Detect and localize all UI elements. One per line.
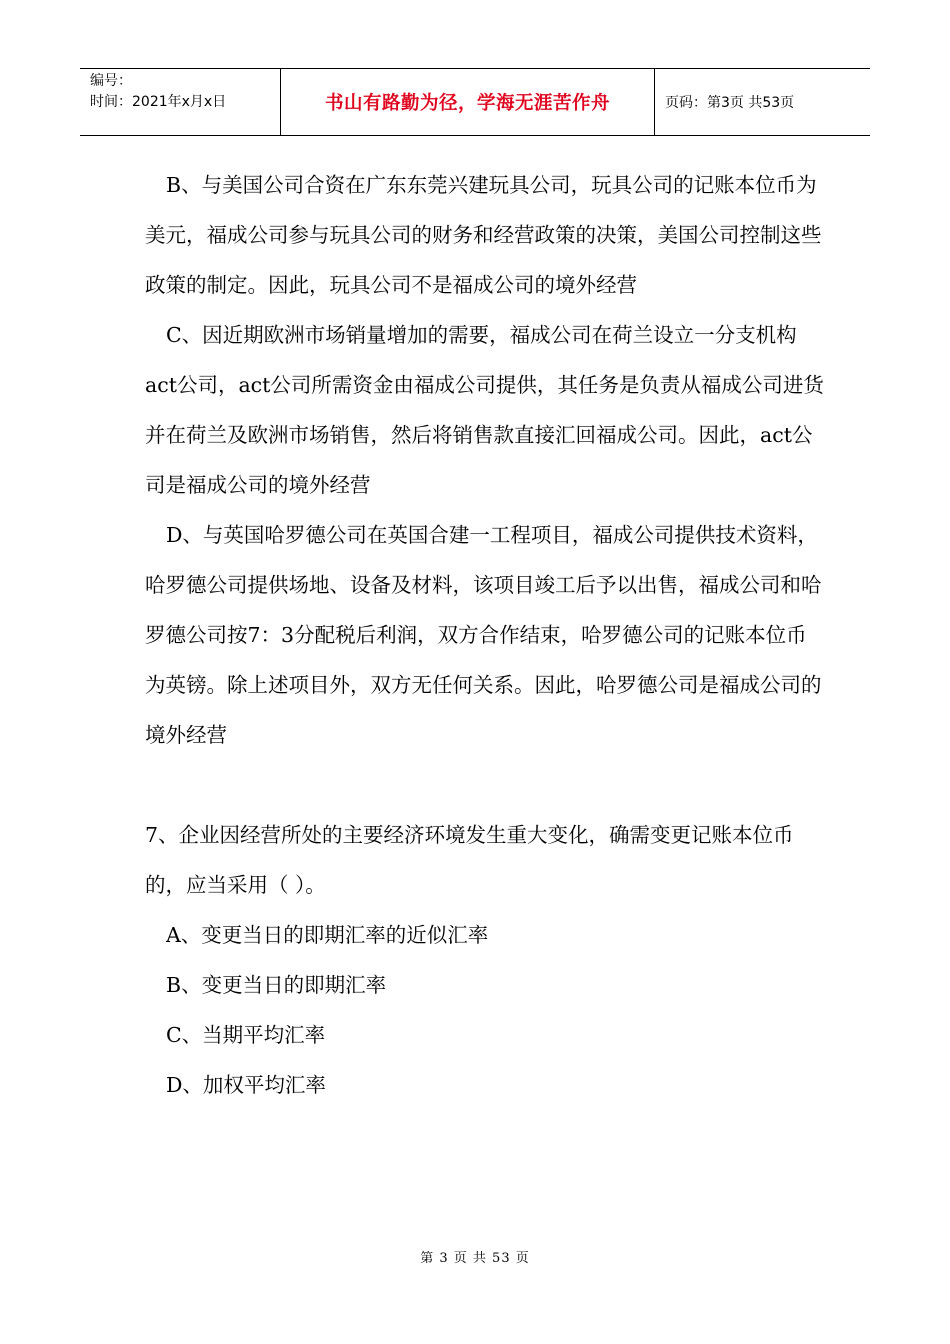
question-7-option-b: B、变更当日的即期汇率 — [166, 973, 387, 997]
question-7-option-a: A、变更当日的即期汇率的近似汇率 — [166, 923, 489, 947]
page-footer: 第 3 页 共 53 页 — [420, 1251, 530, 1266]
question-7-stem: 7、企业因经营所处的主要经济环境发生重大变化，确需变更记账本位币的，应当采用（ ）。 — [145, 823, 794, 897]
document-number-label: 编号： — [90, 73, 132, 89]
option-c-paragraph: C、因近期欧洲市场销量增加的需要，福成公司在荷兰设立一分支机构act公司，act公司所需资金由福成公司提供，其任务是负责从福成公司进货并在荷兰及欧洲市场销售，然后将销售款直接汇回福成公司。因此，act公司是福成公司的境外经营 — [145, 323, 824, 497]
paragraph-gap — [145, 760, 825, 810]
question-7-option-d: D、加权平均汇率 — [166, 1073, 326, 1097]
document-body — [145, 160, 825, 1110]
header-meta — [80, 69, 281, 135]
option-b-paragraph: B、与美国公司合资在广东东莞兴建玩具公司，玩具公司的记账本位币为美元，福成公司参与玩具公司的财务和经营政策的决策，美国公司控制这些政策的制定。因此，玩具公司不是福成公司的境外经营 — [145, 173, 822, 297]
question-7-option-c: C、当期平均汇率 — [166, 1023, 326, 1047]
document-date-label: 时间：2021年x月x日 — [90, 94, 227, 110]
page-header — [80, 68, 870, 136]
header-motto: 书山有路勤为径，学海无涯苦作舟 — [281, 69, 655, 135]
option-d-paragraph: D、与英国哈罗德公司在英国合建一工程项目，福成公司提供技术资料，哈罗德公司提供场地、设备及材料，该项目竣工后予以出售，福成公司和哈罗德公司按7：3分配税后利润，双方合作结束，哈罗德公司的记账本位币为英镑。除上述项目外，双方无任何关系。因此，哈罗德公司是福成公司的境外经营 — [145, 523, 822, 747]
header-page-label: 页码：第3页 共53页 — [665, 95, 795, 111]
